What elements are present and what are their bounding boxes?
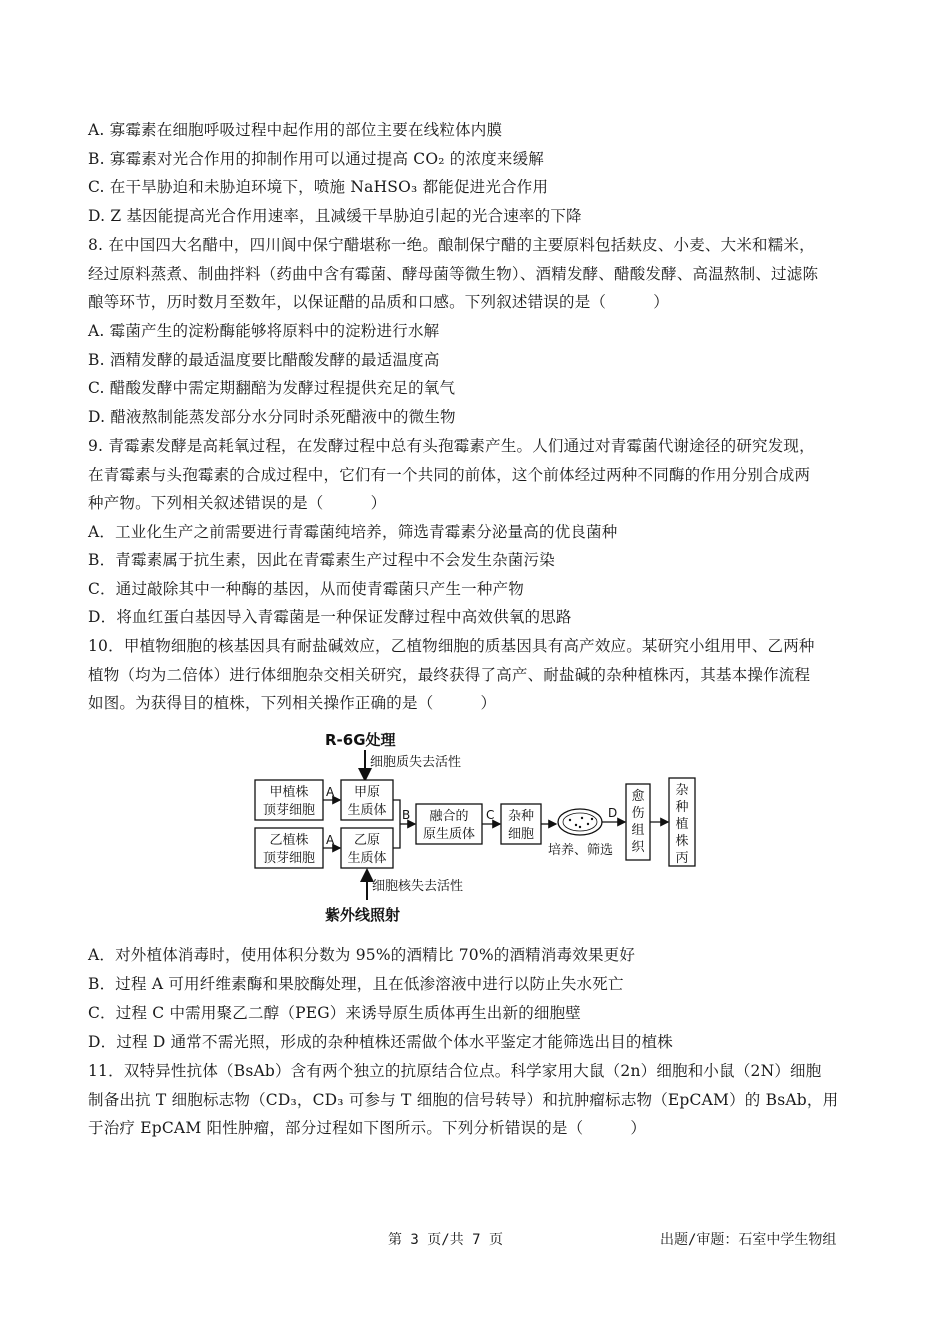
- culture-label: 培养、筛选: [548, 843, 614, 858]
- callus-char-1: 愈: [631, 789, 645, 804]
- fused-line-2: 原生质体: [422, 827, 476, 842]
- page-number: 第 3 页/共 7 页: [388, 1232, 504, 1248]
- plant-bing-char-4: 株: [675, 834, 689, 849]
- callus-char-4: 织: [631, 840, 645, 855]
- q8-stem-line-3: 酿等环节，历时数月至数年，以保证醋的品质和口感。下列叙述错误的是（ ）: [88, 293, 669, 311]
- q9-stem-line-2: 在青霉素与头孢霉素的合成过程中，它们有一个共同的前体，这个前体经过两种不同酶的作用分别合成两: [88, 466, 811, 484]
- q9-option-b: B．青霉素属于抗生素，因此在青霉素生产过程中不会发生杂菌污染: [88, 551, 555, 569]
- plant-bing-char-3: 植: [675, 817, 689, 832]
- jia-plant-line-2: 顶芽细胞: [262, 803, 316, 818]
- q8-option-b: B. 酒精发酵的最适温度要比醋酸发酵的最适温度高: [88, 351, 440, 369]
- q10-stem-line-2: 植物（均为二倍体）进行体细胞杂交相关研究，最终获得了高产、耐盐碱的杂种植株丙，其基本操作流程: [88, 666, 811, 684]
- q8-option-a: A. 霉菌产生的淀粉酶能够将原料中的淀粉进行水解: [88, 322, 440, 340]
- q9-stem-line-1: 9. 青霉素发酵是高耗氧过程，在发酵过程中总有头孢霉素产生。人们通过对青霉菌代谢途径的研究发现，: [88, 437, 815, 455]
- q11-stem-line-3: 于治疗 EpCAM 阳性肿瘤，部分过程如下图所示。下列分析错误的是（ ）: [88, 1119, 647, 1137]
- flow-diagram-svg: [250, 728, 710, 928]
- q9-stem-line-3: 种产物。下列相关叙述错误的是（ ）: [88, 494, 387, 512]
- hybrid-line-2: 细胞: [507, 827, 535, 842]
- q8-option-d: D. 醋液熬制能蒸发部分水分同时杀死醋液中的微生物: [88, 408, 456, 426]
- q9-option-a: A．工业化生产之前需要进行青霉菌纯培养，筛选青霉素分泌量高的优良菌种: [88, 523, 618, 541]
- top-effect-text: 细胞质失去活性: [370, 755, 462, 770]
- q10-option-d: D．过程 D 通常不需光照，形成的杂种植株还需做个体水平鉴定才能筛选出目的植株: [88, 1033, 674, 1051]
- q7-option-b: B. 寡霉素对光合作用的抑制作用可以通过提高 CO₂ 的浓度来缓解: [88, 150, 544, 168]
- q9-option-c: C．通过敲除其中一种酶的基因，从而使青霉菌只产生一种产物: [88, 580, 524, 598]
- footer-author: 出题/审题：石室中学生物组: [660, 1232, 837, 1248]
- q10-option-a: A．对外植体消毒时，使用体积分数为 95%的酒精比 70%的酒精消毒效果更好: [88, 946, 636, 964]
- q10-flow-diagram: [250, 728, 710, 928]
- q8-option-c: C. 醋酸发酵中需定期翻醅为发酵过程提供充足的氧气: [88, 379, 456, 397]
- q10-stem-line-3: 如图。为获得目的植株，下列相关操作正确的是（ ）: [88, 694, 497, 712]
- yi-proto-line-1: 乙原: [353, 833, 381, 848]
- q8-stem-line-1: 8. 在中国四大名醋中，四川阆中保宁醋堪称一绝。酿制保宁醋的主要原料包括麸皮、小麦、大米和糯米，: [88, 236, 815, 254]
- yi-plant-line-2: 顶芽细胞: [262, 851, 316, 866]
- plant-bing-char-2: 种: [675, 800, 689, 815]
- bottom-treatment-text: 紫外线照射: [325, 906, 401, 924]
- q10-option-c: C．过程 C 中需用聚乙二醇（PEG）来诱导原生质体再生出新的细胞壁: [88, 1004, 582, 1022]
- yi-proto-line-2: 生质体: [347, 851, 387, 866]
- q8-stem-line-2: 经过原料蒸煮、制曲拌料（药曲中含有霉菌、酵母菌等微生物）、酒精发酵、醋酸发酵、高温熬制、过滤陈: [88, 265, 819, 283]
- q7-option-c: C. 在干旱胁迫和未胁迫环境下，喷施 NaHSO₃ 都能促进光合作用: [88, 178, 549, 196]
- yi-plant-line-1: 乙植株: [269, 833, 309, 848]
- callus-char-2: 伤: [631, 806, 645, 821]
- jia-plant-line-1: 甲植株: [269, 785, 309, 800]
- merge-bracket: [393, 800, 400, 848]
- q11-stem-line-1: 11．双特异性抗体（BsAb）含有两个独立的抗原结合位点。科学家用大鼠（2n）细胞和小鼠（2N）细胞: [88, 1062, 822, 1080]
- callus-char-3: 组: [631, 823, 645, 838]
- bottom-effect-text: 细胞核失去活性: [372, 879, 464, 894]
- q7-option-a: A. 寡霉素在细胞呼吸过程中起作用的部位主要在线粒体内膜: [88, 121, 503, 139]
- q10-option-b: B．过程 A 可用纤维素酶和果胶酶处理，且在低渗溶液中进行以防止失水死亡: [88, 975, 624, 993]
- q11-stem-line-2: 制备出抗 T 细胞标志物（CD₃，CD₃ 可参与 T 细胞的信号转导）和抗肿瘤标志物（EpCAM）的 BsAb，用: [88, 1091, 839, 1109]
- fused-line-1: 融合的: [429, 809, 469, 824]
- label-a-top: A: [326, 785, 335, 799]
- label-a-bottom: A: [326, 833, 335, 847]
- label-b: B: [402, 808, 411, 822]
- q10-stem-line-1: 10．甲植物细胞的核基因具有耐盐碱效应，乙植物细胞的质基因具有高产效应。某研究小组用甲、乙两种: [88, 637, 815, 655]
- label-d: D: [608, 806, 618, 820]
- hybrid-line-1: 杂种: [507, 809, 535, 824]
- jia-proto-line-1: 甲原: [353, 785, 381, 800]
- label-c: C: [486, 808, 495, 822]
- plant-bing-char-1: 杂: [675, 783, 689, 798]
- top-treatment-text: R-6G处理: [325, 731, 396, 749]
- q9-option-d: D．将血红蛋白基因导入青霉菌是一种保证发酵过程中高效供氧的思路: [88, 608, 572, 626]
- q7-option-d: D. Z 基因能提高光合作用速率，且减缓干旱胁迫引起的光合速率的下降: [88, 207, 582, 225]
- jia-proto-line-2: 生质体: [347, 803, 387, 818]
- plant-bing-char-5: 丙: [675, 851, 689, 866]
